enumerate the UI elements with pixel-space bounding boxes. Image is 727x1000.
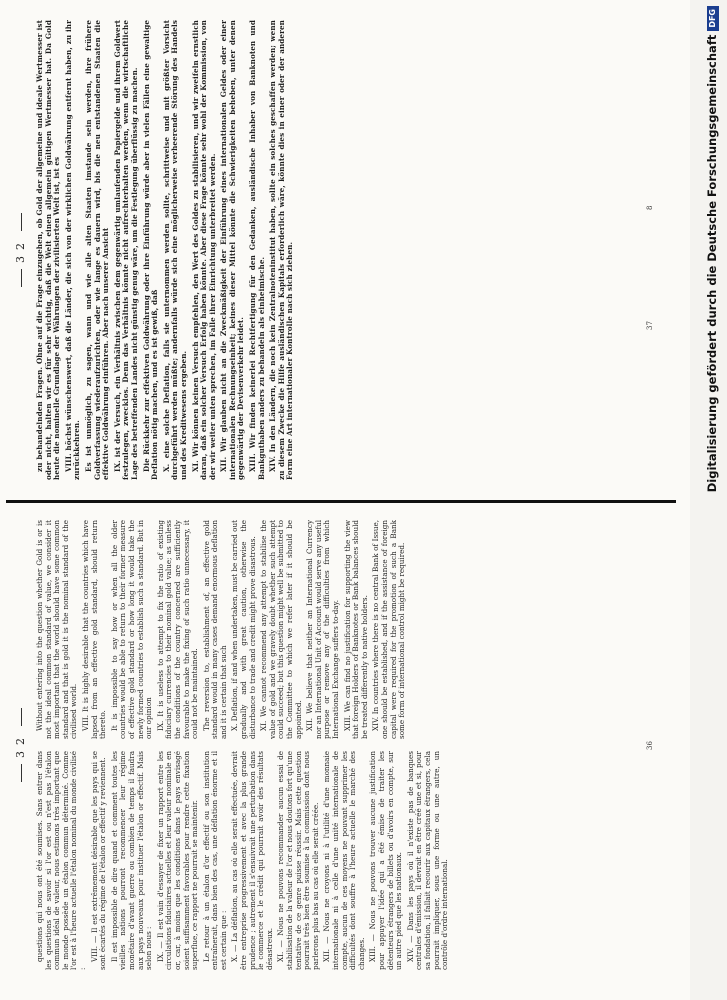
digitization-credit [701,0,723,1000]
credit-text: Digitalisierung gefördert durch die Deutsche Forschungsgemeinschaft [705,34,719,493]
english-column: Without entering into the question whether Gold is or is not the ideal common standard of value, we consider it most important that the world should have some common standard and that is gold it is the nominal standard of the civilised world. VIII. It is highly desirable that the countries which have lapsed from an effective gold standard, should return thereto. It is impossible to say how or when all the older countries would be able to return to their former measure of effective gold standard or how long it would take the newly formed countries to establish such a standard. But in our opinion IX. It is useless to attempt to fix the ratio of existing fiduciary currencies to their nominal gold value; as unless the conditions of the country concerned are sufficiently favourable to make the fixing of such ratio unnecessary, it could not be maintained. The reversion to, establishment of, an effective gold standard would in many cases demand enormous deflation and it is certain that such X. Deflation, if and when undertaken, must be carried out gradually and with great caution, otherwise the disturbance to trade and credit might prove disastrous. XI. We cannot recommend any attempt to stabilise the value of gold and we gravely doubt whether such attempt could succeed; but this question might well be submitted to the Committee to which we refer later if it should be appointed. XII. We believe that neither an International Currency nor an International Unit of Account would serve any useful purpose or remove any of the difficulties from which International Exchange suffers to-day. XIII. We can find no justification for supporting the view that foreign Holders of Banknotes or Bank balances should be treated differently to native holders. XIV. In countries where there is no central Bank of Issue, one should be established, and if the assistance of foreign capital were required for the promotion of such a Bank some form of international control might be required. [35,520,407,739]
right-page [14,20,654,480]
french-column: questions qui nous ont été soumises. Sans entrer dans les questions de savoir si l'or est ou n'est pas l'étalon commun idéal de valeur, nous estimons très important que le monde possède un étalon commun déterminé. Comme l'or est à l'heure actuelle l'étalon nominal du monde civilisé : VIII. — Il est extrêmement désirable que les pays qui se sont écartés du régime de l'étalon or effectif y reviennent. Il est impossible de dire quand et comment toutes les vieilles nations pourront recommencer leur régime monétaire d'avant guerre ou combien de temps il faudra aux pays nouveaux pour instituer l'étalon or effectif. Mais selon nous : IX. — Il est vain d'essayer de fixer un rapport entre les circulations fiduciaires actuelles et leur valeur nominale en or, car, à moins que les conditions dans le pays envisagé soient suffisamment favorables pour rendre cette fixation superflue, ce rapport ne pourrait se maintenir. Le retour à un étalon d'or effectif ou son institution entraînerait, dans bien des cas, une déflation énorme et il est certain que : X. — La déflation, au cas où elle serait effectuée, devrait être entreprise progressivement et avec la plus grande prudence ; autrement il s'ensuivrait une perturbation dans le commerce et le crédit qui pourrait avoir des résultats désastreux. XI. — Nous ne pouvons recommander aucun essai de stabilisation de la valeur de l'or et nous doutons fort qu'une tentative de ce genre puisse réussir. Mais cette question pourrait très bien être soumise à la commission dont nous parlerons plus bas au cas où elle serait créée. XII. — Nous ne croyons ni à l'utilité d'une monnaie internationale ni à celle d'une unité internationale de compte, aucun de ces moyens ne pouvant supprimer les difficultés dont souffre à l'heure actuelle le marché des changes. XIII. — Nous ne pouvons trouver aucune justification pour appuyer l'idée qui a été émise de traiter les détenteurs étrangers de billets ou d'avoirs en compte, sur un autre pied que les nationaux. XIV. — Dans les pays où il n'existe pas de banques centrales d'émission, il devrait en être créé une et si, pour sa fondation, il fallait recourir aux capitaux étrangers, cela pourrait impliquer, sous une forme ou une autre, un contrôle d'ordre international. [35,751,450,970]
dfg-logo: DFG [707,6,719,31]
page-folio: 32 [14,20,27,480]
german-column: zu behandelnden Fragen. Ohne auf die Frage einzugehen, ob Gold der allgemeine und ideale Wertmesser ist oder nicht, halten wir es für sehr wichtig, daß die Welt einen allgemein gültigen Wertmesser hat. Da Gold heute die nominelle Grundlage der Währungen der zivilisierten Welt ist, ist es VIII. höchst wünschenswert, daß die Länder, die sich von der wirklichen Goldwährung entfernt haben, zu ihr zurückkehren. Es ist unmöglich, zu sagen, wann und wie alle alten Staaten imstande sein werden, ihre frühere Goldverfassung wiederaufzurichten, oder wie lange es dauern wird, bis die neu entstandenen Staaten die effektive Goldwährung einführen. Aber nach unserer Ansicht IX. ist der Versuch, ein Verhältnis zwischen dem gegenwärtig umlaufenden Papiergelde und ihrem Goldwert festzulegen, zwecklos. Denn das Verhältnis könnte nicht aufrechterhalten werden, wenn die wirtschaftliche Lage des betreffenden Landes nicht günstig genug wäre, um die Festlegung überflüssig zu machen. Die Rückkehr zur effektiven Goldwährung oder ihre Einführung würde aber in vielen Fällen eine gewaltige Deflation nötig machen, und es ist gewiß, daß X. eine solche Deflation, falls sie unternommen werden sollte, schrittweise und mit größter Vorsicht durchgeführt werden müßte; andernfalls würde sich eine möglicherweise verheerende Störung des Handels und des Kreditwesens ergeben. XI. Wir können keinen Versuch empfehlen, den Wert des Goldes zu stabilisieren, und wir zweifeln ernstlich daran, daß ein solcher Versuch Erfolg haben könnte. Aber diese Frage könnte sehr wohl der Kommission, von der wir weiter unten sprechen, im Falle ihrer Einrichtung unterbreitet werden. XII. Wir glauben nicht an die Zweckmäßigkeit der Einführung eines internationalen Geldes oder einer internationalen Rechnungseinheit; keines dieser Mittel könnte die Schwierigkeiten beheben, unter denen gegenwärtig der Devisenverkehr leidet. XIII. Wir finden keinerlei Rechtfertigung für den Gedanken, ausländische Inhaber von Banknoten und Bankguthaben anders zu behandeln als einheimische. XIV. In den Ländern, die noch kein Zentralnoteninstitut haben, sollte ein solches geschaffen werden; wenn zu diesem Zwecke die Hilfe ausländischen Kapitals erforderlich wäre, könnte dies in einer oder der anderen Form eine Art internationaler Kontrolle nach sich ziehen. [35,20,295,480]
page-footer-number: 8 [646,205,654,210]
page-folio: 32 [14,520,27,970]
left-page [14,520,654,970]
page-footer-number: 36 [646,741,654,750]
page-gutter-divider [6,500,676,503]
page-footer-number: 37 [646,321,654,330]
